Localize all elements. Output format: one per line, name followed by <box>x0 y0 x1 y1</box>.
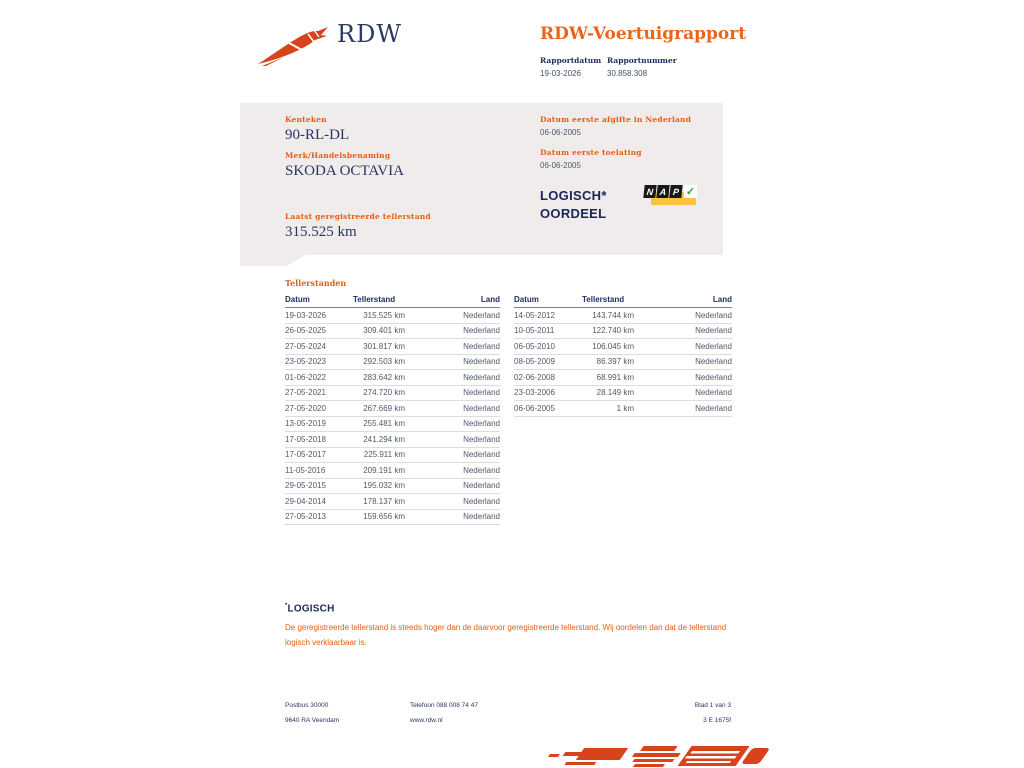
table-row <box>285 308 500 324</box>
table-row <box>514 355 732 371</box>
page-title: RDW-Voertuigrapport <box>540 24 747 44</box>
cell-tellerstand: 301.817 km <box>363 341 405 351</box>
cell-tellerstand: 241.294 km <box>363 434 405 444</box>
cell-tellerstand: 309.401 km <box>363 326 405 336</box>
report-date-value: 19-03-2026 <box>540 69 581 78</box>
footnote-title <box>285 603 740 614</box>
nap-letter-p: P <box>669 185 682 198</box>
cell-tellerstand: 159.656 km <box>363 512 405 522</box>
cell-land: Nederland <box>695 357 732 367</box>
table-row <box>285 386 500 402</box>
nap-logo-icon <box>644 183 700 211</box>
cell-land: Nederland <box>695 326 732 336</box>
cell-datum: 26-05-2025 <box>285 326 326 336</box>
cell-land: Nederland <box>463 434 500 444</box>
eerste-afgifte-value: 06-06-2005 <box>540 128 581 137</box>
laatste-tellerstand-label: Laatst geregistreerde tellerstand <box>285 212 431 221</box>
cell-tellerstand: 283.642 km <box>363 372 405 382</box>
cell-land: Nederland <box>695 388 732 398</box>
tellerstanden-section <box>285 278 732 525</box>
cell-tellerstand: 255.481 km <box>363 419 405 429</box>
cell-land: Nederland <box>463 388 500 398</box>
report-number-label: Rapportnummer <box>607 56 677 65</box>
cell-tellerstand: 143.744 km <box>592 310 634 320</box>
cell-datum: 27-05-2013 <box>285 512 326 522</box>
cell-datum: 27-05-2020 <box>285 403 326 413</box>
bottom-wing-art <box>543 744 793 768</box>
cell-land: Nederland <box>463 450 500 460</box>
merk-label: Merk/Handelsbenaming <box>285 151 391 160</box>
footer-form-code: 3 E 1675f <box>703 717 731 724</box>
table-row <box>285 370 500 386</box>
table-row <box>285 510 500 526</box>
footer-address-line2: 9640 RA Veendam <box>285 717 340 724</box>
table-row <box>514 324 732 340</box>
table-row <box>514 401 732 417</box>
cell-land: Nederland <box>463 326 500 336</box>
eerste-toelating-value: 06-06-2005 <box>540 161 581 170</box>
cell-land: Nederland <box>463 341 500 351</box>
brand-text: RDW <box>337 20 402 48</box>
cell-datum: 17-05-2017 <box>285 450 326 460</box>
table-header <box>514 295 732 308</box>
table-row <box>285 401 500 417</box>
report-header <box>540 25 746 78</box>
col-tellerstand: Tellerstand <box>582 295 625 304</box>
cell-datum: 13-05-2019 <box>285 419 326 429</box>
tellerstanden-title: Tellerstanden <box>285 278 347 288</box>
cell-datum: 02-06-2008 <box>514 372 555 382</box>
cell-tellerstand: 86.397 km <box>596 357 634 367</box>
cell-tellerstand: 267.669 km <box>363 403 405 413</box>
oordeel-verdict <box>540 187 607 223</box>
cell-datum: 08-05-2009 <box>514 357 555 367</box>
cell-datum: 10-05-2011 <box>514 326 555 336</box>
oordeel-line2: OORDEEL <box>540 206 607 221</box>
cell-datum: 29-05-2015 <box>285 481 326 491</box>
cell-land: Nederland <box>695 372 732 382</box>
table-row <box>514 370 732 386</box>
footer-website: www.rdw.nl <box>410 717 443 724</box>
cell-datum: 06-05-2010 <box>514 341 555 351</box>
cell-datum: 27-05-2024 <box>285 341 326 351</box>
cell-tellerstand: 68.991 km <box>596 372 634 382</box>
cell-datum: 01-06-2022 <box>285 372 326 382</box>
cell-tellerstand: 225.911 km <box>363 450 405 460</box>
table-row <box>285 417 500 433</box>
table-row <box>514 386 732 402</box>
col-tellerstand: Tellerstand <box>353 295 396 304</box>
cell-datum: 11-05-2016 <box>285 465 326 475</box>
cell-land: Nederland <box>695 310 732 320</box>
cell-land: Nederland <box>463 465 500 475</box>
cell-land: Nederland <box>463 372 500 382</box>
cell-land: Nederland <box>463 512 500 522</box>
cell-tellerstand: 209.191 km <box>363 465 405 475</box>
cell-tellerstand: 28.149 km <box>596 388 634 398</box>
cell-tellerstand: 122.740 km <box>592 326 634 336</box>
cell-datum: 29-04-2014 <box>285 496 326 506</box>
eerste-toelating-label: Datum eerste toelating <box>540 148 642 157</box>
kenteken-value: 90-RL-DL <box>285 127 350 143</box>
cell-tellerstand: 315.525 km <box>363 310 405 320</box>
col-datum: Datum <box>514 295 539 304</box>
cell-tellerstand: 292.503 km <box>363 357 405 367</box>
footer-page-number: Blad 1 van 3 <box>694 702 731 709</box>
cell-tellerstand: 274.720 km <box>363 388 405 398</box>
kenteken-label: Kenteken <box>285 115 327 124</box>
table-header <box>285 295 500 308</box>
col-land: Land <box>480 295 500 304</box>
cell-land: Nederland <box>695 341 732 351</box>
cell-land: Nederland <box>463 419 500 429</box>
cell-tellerstand: 1 km <box>616 403 634 413</box>
odometer-table-left <box>285 295 500 525</box>
laatste-tellerstand-value: 315.525 km <box>285 224 357 240</box>
nap-letter-n: N <box>643 185 656 198</box>
table-row <box>285 432 500 448</box>
cell-datum: 23-05-2023 <box>285 357 326 367</box>
logisch-footnote <box>285 603 740 650</box>
table-row <box>285 479 500 495</box>
cell-land: Nederland <box>463 496 500 506</box>
vehicle-summary-panel <box>240 103 723 255</box>
cell-datum: 14-05-2012 <box>514 310 555 320</box>
cell-tellerstand: 195.032 km <box>363 481 405 491</box>
table-row <box>285 339 500 355</box>
oordeel-line1: LOGISCH* <box>540 188 607 203</box>
report-number-value: 30.858.308 <box>607 69 648 78</box>
report-date-label: Rapportdatum <box>540 56 602 65</box>
cell-land: Nederland <box>463 310 500 320</box>
cell-tellerstand: 106.045 km <box>592 341 634 351</box>
col-land: Land <box>712 295 732 304</box>
footnote-title-text: LOGISCH <box>287 603 335 615</box>
table-row <box>514 308 732 324</box>
cell-land: Nederland <box>463 403 500 413</box>
odometer-table-right <box>514 295 732 525</box>
footnote-text: De geregistreerde tellerstand is steeds hoger dan de daarvoor geregistreerde tellerstand. Wij oordelen dan dat de tellerstand logisch verklaarbaar is. <box>285 623 727 648</box>
table-row <box>514 339 732 355</box>
table-row <box>285 324 500 340</box>
cell-land: Nederland <box>463 481 500 491</box>
cell-tellerstand: 178.137 km <box>363 496 405 506</box>
cell-land: Nederland <box>695 403 732 413</box>
page-footer <box>285 702 731 732</box>
rdw-wing-logo-icon <box>256 22 334 68</box>
table-row <box>285 463 500 479</box>
merk-value: SKODA OCTAVIA <box>285 163 404 179</box>
footer-address-line1: Postbus 30000 <box>285 702 329 709</box>
table-row <box>285 494 500 510</box>
cell-land: Nederland <box>463 357 500 367</box>
cell-datum: 19-03-2026 <box>285 310 326 320</box>
cell-datum: 17-05-2018 <box>285 434 326 444</box>
cell-datum: 06-06-2005 <box>514 403 555 413</box>
table-row <box>285 355 500 371</box>
nap-letter-a: A <box>656 185 669 198</box>
footer-phone: Telefoon 088 008 74 47 <box>410 702 478 709</box>
cell-datum: 23-03-2006 <box>514 388 555 398</box>
col-datum: Datum <box>285 295 310 304</box>
footnote-asterisk: * <box>285 603 288 609</box>
table-row <box>285 448 500 464</box>
cell-datum: 27-05-2021 <box>285 388 326 398</box>
eerste-afgifte-label: Datum eerste afgifte in Nederland <box>540 115 692 124</box>
nap-checkmark-icon: ✓ <box>685 186 696 198</box>
